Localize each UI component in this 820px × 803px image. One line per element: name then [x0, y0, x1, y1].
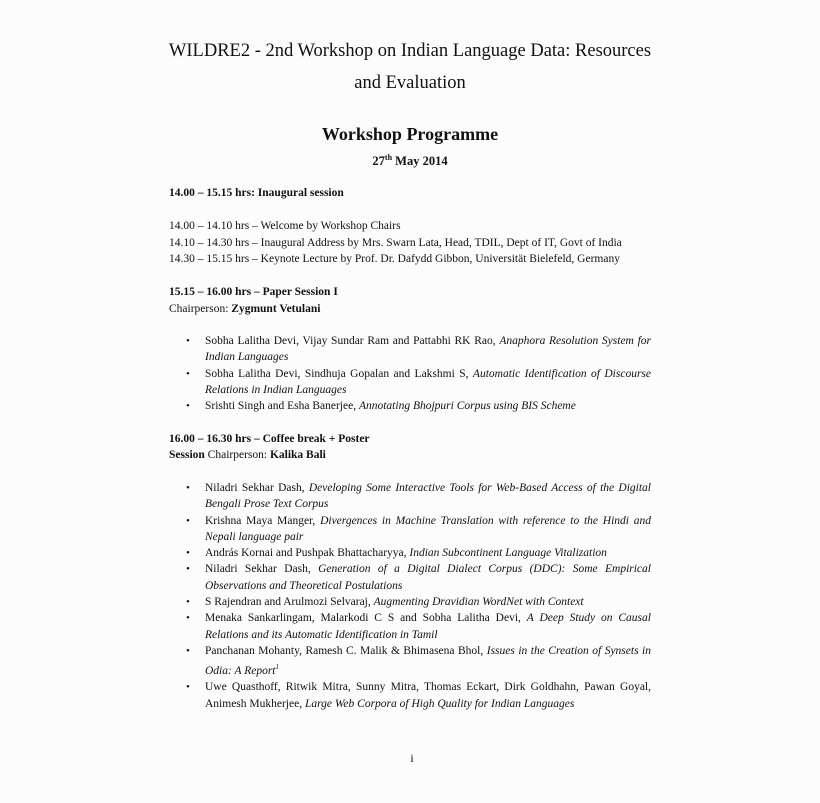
session-1-paper-list — [169, 333, 651, 414]
paper-title: Divergences in Machine Translation with reference to the Hindi and Nepali language pair — [205, 514, 651, 543]
list-item — [169, 513, 651, 546]
paper-authors: Uwe Quasthoff, Ritwik Mitra, Sunny Mitra, Thomas Eckart, Dirk Goldhahn, Pawan Goyal, Animesh Mukherjee, — [205, 681, 651, 710]
date-day: 27 — [372, 154, 385, 169]
list-item — [169, 480, 651, 513]
session-2-chair — [169, 447, 326, 464]
paper-authors: S Rajendran and Arulmozi Selvaraj, — [205, 596, 374, 609]
paper-authors: Niladri Sekhar Dash, — [205, 563, 319, 576]
paper-authors: Niladri Sekhar Dash, — [205, 482, 309, 494]
date-suffix: th — [384, 153, 393, 162]
paper-authors: Menaka Sankarlingam, Malarkodi C S and Sobha Lalitha Devi, — [205, 612, 527, 625]
document-title — [100, 35, 720, 99]
paper-title: Annotating Bhojpuri Corpus using BIS Scheme — [358, 400, 576, 413]
session-2-paper-list — [169, 480, 651, 712]
session-label: Session — [169, 449, 205, 461]
chair-label: Chairperson: — [204, 449, 270, 461]
paper-title: Generation of a Digital Dialect Corpus (DDC): Some Empirical Observations and Theoretical Postulations — [205, 563, 651, 592]
paper-authors: Panchanan Mohanty, Ramesh C. Malik & Bhimasena Bhol, — [205, 644, 487, 657]
paper-title: Automatic Identification of Discourse Relations in Indian Languages — [205, 367, 652, 396]
paper-authors: Krishna Maya Manger, — [205, 514, 321, 527]
paper-title: Indian Subcontinent Language Vitalization — [409, 547, 607, 560]
list-item — [169, 643, 651, 679]
paper-authors: Sobha Lalitha Devi, Vijay Sundar Ram and Pattabhi RK Rao, — [205, 335, 500, 347]
footnote-marker: 1 — [275, 663, 279, 672]
paper-authors: Sobha Lalitha Devi, Sindhuja Gopalan and Lakshmi S, — [205, 367, 473, 380]
session-1-chair — [169, 301, 320, 318]
chair-name: Kalika Bali — [269, 449, 326, 461]
chair-label: Chairperson: — [169, 302, 232, 315]
paper-title: Anaphora Resolution System for Indian Languages — [205, 335, 651, 364]
inaugural-session-header: 14.00 – 15.15 hrs: Inaugural session — [169, 187, 344, 199]
list-item — [169, 610, 651, 643]
list-item — [169, 679, 651, 712]
title-line-1: WILDRE2 - 2nd Workshop on Indian Language Data: Resources — [168, 41, 652, 61]
title-line-2: and Evaluation — [354, 73, 466, 93]
list-item — [169, 545, 651, 561]
list-item — [169, 594, 651, 610]
paper-title: Large Web Corpora of High Quality for Indian Languages — [304, 697, 575, 710]
paper-authors: Srishti Singh and Esha Banerjee, — [205, 400, 359, 413]
paper-title: Developing Some Interactive Tools for Web-Based Access of the Digital Bengali Prose Text Corpus — [205, 482, 651, 511]
workshop-date — [0, 153, 820, 169]
paper-authors: András Kornai and Pushpak Bhattacharyya, — [205, 547, 410, 560]
paper-session-1-header: 15.15 – 16.00 hrs – Paper Session I — [169, 286, 338, 298]
list-item — [169, 333, 651, 366]
schedule-item-welcome: 14.00 – 14.10 hrs – Welcome by Workshop Chairs — [169, 220, 401, 232]
list-item — [169, 366, 651, 399]
schedule-item-keynote: 14.30 – 15.15 hrs – Keynote Lecture by Prof. Dr. Dafydd Gibbon, Universität Bielefeld, Germany — [169, 253, 620, 265]
programme-heading: Workshop Programme — [321, 124, 499, 144]
paper-title: Augmenting Dravidian WordNet with Context — [373, 596, 584, 609]
date-rest: May 2014 — [395, 154, 448, 169]
paper-title: Issues in the Creation of Synsets in Odia: A Report — [205, 644, 651, 678]
poster-session-header: 16.00 – 16.30 hrs – Coffee break + Poster — [169, 432, 370, 445]
chair-name: Zygmunt Vetulani — [231, 302, 321, 315]
list-item — [169, 398, 651, 414]
page-number: i — [410, 751, 414, 765]
schedule-item-address: 14.10 – 14.30 hrs – Inaugural Address by Mrs. Swarn Lata, Head, TDIL, Dept of IT, Govt of India — [169, 236, 622, 249]
paper-title: A Deep Study on Causal Relations and its Automatic Identification in Tamil — [205, 612, 651, 641]
list-item — [169, 561, 651, 594]
